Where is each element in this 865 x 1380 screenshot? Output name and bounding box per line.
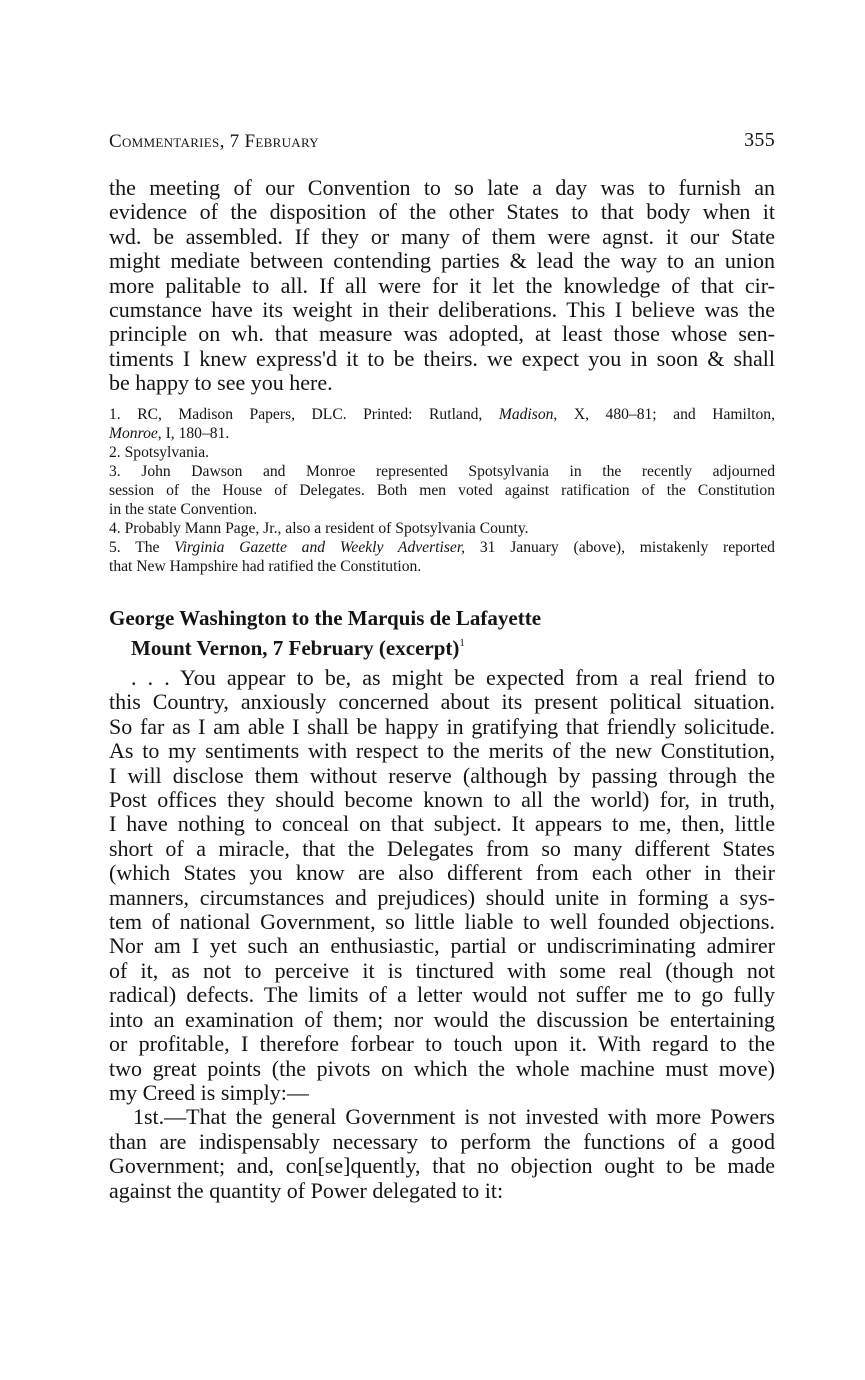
text-line: evidence of the disposition of the other States to that body when it	[109, 199, 775, 225]
running-head-title: Commentaries, 7 February	[109, 131, 319, 152]
text-line: of it, as not to perceive it is tinctured with some real (though not	[109, 957, 775, 983]
text-line: into an examination of them; nor would the discussion be entertaining	[109, 1006, 775, 1032]
text-line: timents I knew express'd it to be theirs. we expect you in soon & shall	[109, 345, 775, 371]
text-line: radical) defects. The limits of a letter would not suffer me to go fully	[109, 982, 775, 1008]
text-line: the meeting of our Convention to so late a day was to furnish an	[109, 175, 775, 200]
text-line: principle on wh. that measure was adopted, at least those whose sen-	[109, 321, 775, 347]
text-line: more palitable to all. If all were for it let the knowledge of that cir-	[109, 272, 775, 298]
text-line: two great points (the pivots on which the whole machine must move)	[109, 1055, 775, 1081]
running-head	[109, 131, 775, 153]
text-line: my Creed is simply:—	[109, 1079, 309, 1105]
text-line: might mediate between contending parties & lead the way to an union	[109, 248, 775, 274]
footnote-2: 2. Spotsylvania.	[109, 444, 210, 461]
text-line: tem of national Government, so little liable to well founded objections.	[109, 909, 775, 935]
text-line: Government; and, con[se]quently, that no objection ought to be made	[109, 1153, 775, 1179]
footnotes	[109, 405, 775, 576]
text-line: than are indispensably necessary to perform the functions of a good	[109, 1128, 775, 1154]
text-line: 1st.—That the general Government is not invested with more Powers	[133, 1104, 775, 1130]
text-line: short of a miracle, that the Delegates from so many different States	[109, 835, 775, 861]
heading-title: George Washington to the Marquis de Lafayette	[109, 606, 542, 630]
text-line: So far as I am able I shall be happy in gratifying that friendly solicitude.	[109, 713, 775, 739]
heading-place-date: Mount Vernon, 7 February (excerpt)$^1$	[131, 636, 465, 660]
text-line: (which States you know are also different from each other in their	[109, 860, 775, 886]
text-line: . . . You appear to be, as might be expected from a real friend to	[131, 665, 775, 690]
page-number: 355	[744, 129, 775, 151]
footnote-5: 5. The Virginia Gazette and Weekly Advertiser, 31 January (above), mistakenly reported that New Hampshire had ratified the Constitution.	[109, 539, 775, 575]
text-line: this Country, anxiously concerned about its present political situation.	[109, 689, 775, 715]
text-line: be happy to see you here.	[109, 370, 333, 396]
text-line: wd. be assembled. If they or many of them were agnst. it our State	[109, 223, 775, 249]
document-heading	[109, 606, 775, 661]
text-line: cumstance have its weight in their deliberations. This I believe was the	[109, 297, 775, 323]
letter-body	[109, 666, 775, 1203]
text-line: or profitable, I therefore forbear to touch upon it. With regard to the	[109, 1031, 775, 1057]
letter-paragraph-2	[109, 1105, 775, 1203]
footnote-1: 1. RC, Madison Papers, DLC. Printed: Rutland, Madison, X, 480–81; and Hamilton, Monroe, I, 180–81.	[109, 406, 775, 442]
text-line: Nor am I yet such an enthusiastic, partial or undiscriminating admirer	[109, 933, 775, 959]
footnote-reference: 1	[459, 637, 465, 649]
text-line: I will disclose them without reserve (although by passing through the	[109, 762, 775, 788]
text-line: I have nothing to conceal on that subject. It appears to me, then, little	[109, 811, 775, 837]
text-line: Post offices they should become known to all the world) for, in truth,	[109, 787, 775, 813]
text-line: manners, circumstances and prejudices) should unite in forming a sys-	[109, 884, 775, 910]
footnote-3: 3. John Dawson and Monroe represented Spotsylvania in the recently adjourned session of the House of Delegates. Both men voted against ratification of the Constitution in the state Convention.	[109, 463, 775, 518]
text-line: As to my sentiments with respect to the merits of the new Constitution,	[109, 738, 775, 764]
footnote-4: 4. Probably Mann Page, Jr., also a resident of Spotsylvania County.	[109, 520, 529, 537]
letter-paragraph-1	[109, 666, 775, 1105]
text-line: against the quantity of Power delegated to it:	[109, 1177, 504, 1203]
continuation-paragraph	[109, 176, 775, 396]
